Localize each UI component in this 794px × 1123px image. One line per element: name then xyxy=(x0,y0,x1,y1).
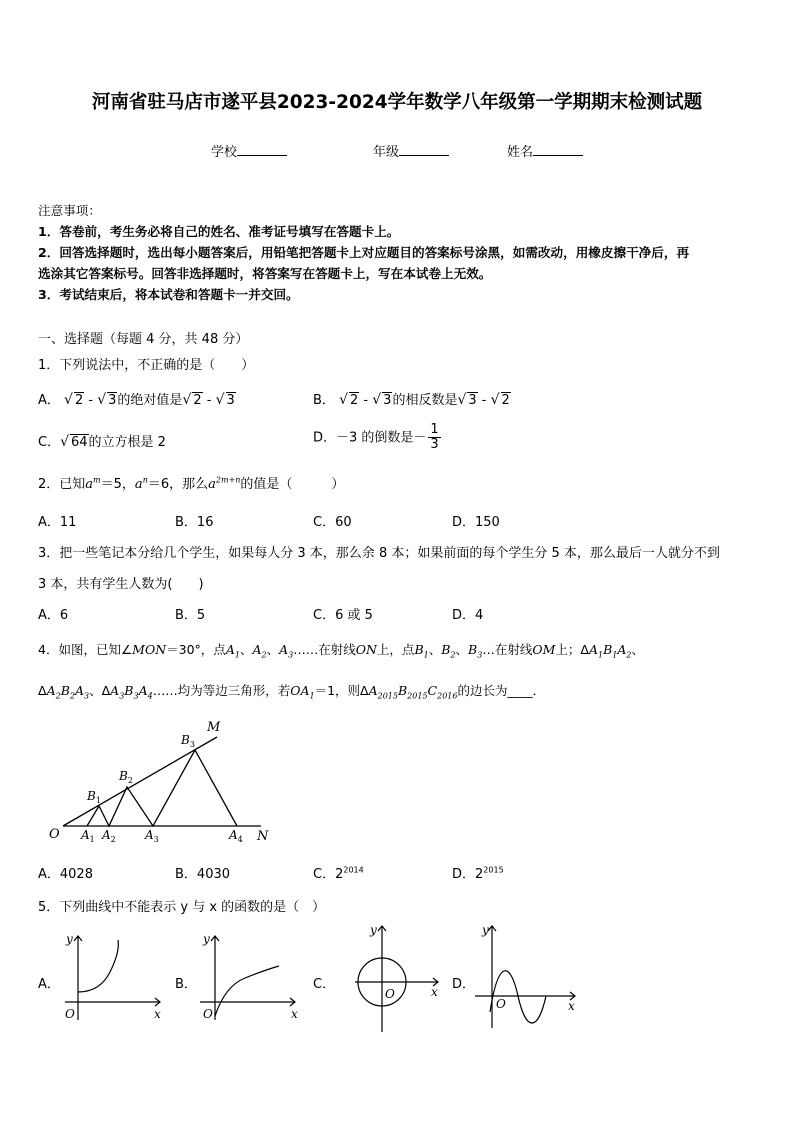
q4-l1c: ……在射线 xyxy=(293,642,356,657)
q4-option-a: A．4028 xyxy=(38,867,93,882)
label-b1: $B_1$ xyxy=(87,789,101,805)
grade-blank xyxy=(399,143,449,156)
q1-d-prefix: D． xyxy=(313,430,337,446)
q4-line1: 4．如图，已知∠MON＝30°，点$A_1$、$A_2$、$A_3\dots\dots$在射线ON上，点$B_1$、$B_2$、$B_3\dots$在射线OM上；$\Delta A_1B_1A_2$、 xyxy=(38,642,644,660)
q3-option-c: C．6 或 5 xyxy=(313,608,373,623)
q4-l1f: 上； xyxy=(555,642,581,657)
q1-b-rad3: 3 xyxy=(468,393,477,408)
notice-item-1: 1．答卷前，考生务必将自己的姓名、准考证号填写在答题卡上。 xyxy=(38,224,400,239)
q5-a-origin: O xyxy=(65,1007,75,1021)
q2-option-b: B．16 xyxy=(175,515,214,530)
q4-l1e: …在射线 xyxy=(482,642,533,657)
grade-field xyxy=(373,141,449,160)
q1-b-text: 的相反数是 xyxy=(392,393,458,408)
q1-c-prefix: C． xyxy=(38,435,61,450)
q5-b-origin: O xyxy=(203,1007,213,1021)
q1-d-text: －3 的倒数是－ xyxy=(336,430,427,446)
q2-mid2: ＝6，那么 xyxy=(147,477,209,492)
label-a2: $A_2$ xyxy=(102,828,116,844)
q2-pre: 2．已知 xyxy=(38,477,86,492)
q5-c-y: y xyxy=(370,923,377,937)
q2-option-a: A．11 xyxy=(38,515,77,530)
name-field xyxy=(507,141,583,160)
q1-option-d xyxy=(313,423,441,453)
q5-graph-c xyxy=(330,920,445,1035)
q5-graph-a xyxy=(60,928,170,1023)
q4-l2c: 的边长为____． xyxy=(457,683,545,698)
q5-option-a-label: A． xyxy=(38,977,60,992)
q1-a-rad3: 2 xyxy=(193,393,202,408)
label-a1: $A_1$ xyxy=(81,828,95,844)
q1-b-rad2: 3 xyxy=(383,393,392,408)
q5-a-y: y xyxy=(66,932,73,946)
q1-b-prefix: B． xyxy=(313,393,335,408)
q1-option-b: B． √ 2 - √ 3的相反数是√ 3 - √ 2 xyxy=(313,392,510,408)
name-blank xyxy=(533,143,583,156)
school-label: 学校 xyxy=(211,145,238,160)
q4-l1a: 4．如图，已知∠ xyxy=(38,642,133,657)
q5-d-origin: O xyxy=(496,997,506,1011)
section-heading: 一、选择题（每题 4 分，共 48 分） xyxy=(38,332,249,347)
q3-option-a: A．6 xyxy=(38,608,69,623)
q2-option-d: D．150 xyxy=(452,515,500,530)
q5-b-y: y xyxy=(203,932,210,946)
q2-post: 的值是（ ） xyxy=(240,477,345,492)
q5-stem: 5．下列曲线中不能表示 y 与 x 的函数的是（ ） xyxy=(38,900,326,915)
q1-a-rad4: 3 xyxy=(226,393,235,408)
label-b3: $B_3$ xyxy=(181,733,195,749)
q2-option-c: C．60 xyxy=(313,515,352,530)
q5-d-y: y xyxy=(482,923,489,937)
q1-stem: 1．下列说法中，不正确的是（ ） xyxy=(38,358,255,373)
q1-a-prefix: A． xyxy=(38,393,60,408)
q5-b-x: x xyxy=(291,1007,298,1021)
page-title: 河南省驻马店市遂平县2023-2024学年数学八年级第一学期期末检测试题 xyxy=(91,92,703,113)
q5-option-b-label: B． xyxy=(175,977,197,992)
q4-l2a: ……均为等边三角形，若 xyxy=(152,683,291,698)
label-m: M xyxy=(207,720,221,735)
q5-d-x: x xyxy=(568,999,575,1013)
q4-d-exp: 2015 xyxy=(483,865,504,875)
q1-b-minus: - xyxy=(359,393,373,408)
school-blank xyxy=(237,143,287,156)
label-n: N xyxy=(257,829,269,844)
q3-option-b: B．5 xyxy=(175,608,206,623)
notice-item-3: 3．考试结束后，将本试卷和答题卡一并交回。 xyxy=(38,287,299,302)
q4-line2: $\Delta A_2B_2A_3$、$\Delta A_3B_3A_4\dots\dots$均为等边三角形，若$OA_1=1$，则$\Delta A_{2015}B_{2015}C_{2016}$的边长为____． xyxy=(38,683,545,701)
q1-b-minus2: - xyxy=(477,393,491,408)
q4-c-exp: 2014 xyxy=(343,865,364,875)
q1-d-den: 3 xyxy=(430,437,439,453)
q2-stem: 2．已知$a^m=5$，$a^n=6$，那么$a^{2m+n}$的值是（ ） xyxy=(38,475,345,492)
q1-a-minus2: - xyxy=(202,393,216,408)
q5-graph-b xyxy=(195,928,305,1023)
q4-option-c xyxy=(313,863,364,882)
q1-option-c: C．√ 64的立方根是 2 xyxy=(38,434,166,450)
q4-l2b: ＝1，则 xyxy=(314,683,361,698)
q4-c-base: C．2 xyxy=(313,867,344,882)
q2-mid1: ＝5， xyxy=(100,477,135,492)
ray-om xyxy=(63,737,217,826)
q1-b-rad1: 2 xyxy=(349,393,359,408)
q4-l1d: 上，点 xyxy=(376,642,415,657)
school-field xyxy=(211,141,287,160)
triangle-chain xyxy=(87,750,237,826)
q5-c-x: x xyxy=(431,985,438,999)
notice-item-2: 2．回答选择题时，选出每小题答案后，用铅笔把答题卡上对应题目的答案标号涂黑，如需改动，用橡皮擦干净后，再 xyxy=(38,245,690,260)
q4-figure xyxy=(45,716,285,848)
q1-d-fraction xyxy=(428,423,440,453)
q4-option-b: B．4030 xyxy=(175,867,231,882)
q4-option-d xyxy=(452,863,504,882)
q1-a-rad1: 2 xyxy=(74,393,84,408)
label-a4: $A_4$ xyxy=(229,828,243,844)
q5-option-c-label: C． xyxy=(313,977,336,992)
q1-a-minus: - xyxy=(84,393,98,408)
label-o: O xyxy=(49,827,60,842)
name-label: 姓名 xyxy=(507,145,534,160)
q1-a-text: 的绝对值是 xyxy=(117,393,183,408)
notice-heading: 注意事项： xyxy=(38,203,101,218)
q4-d-base: D．2 xyxy=(452,867,484,882)
q1-c-text: 的立方根是 2 xyxy=(88,435,166,450)
q5-graph-d xyxy=(470,920,585,1035)
q1-b-rad4: 2 xyxy=(501,393,510,408)
grade-label: 年级 xyxy=(373,145,400,160)
q5-a-x: x xyxy=(154,1007,161,1021)
q3-line2: 3 本，共有学生人数为( ) xyxy=(38,577,204,592)
q1-d-num: 1 xyxy=(430,422,439,437)
label-a3: $A_3$ xyxy=(145,828,159,844)
q1-a-rad2: 3 xyxy=(108,393,117,408)
q5-option-d-label: D． xyxy=(452,977,476,992)
q3-line1: 3．把一些笔记本分给几个学生，如果每人分 3 本，那么余 8 本；如果前面的每个学生分 5 本，那么最后一人就分不到 xyxy=(38,546,720,561)
q1-option-a: A． √ 2 - √ 3的绝对值是√ 2 - √ 3 xyxy=(38,392,235,408)
q1-c-rad: 64 xyxy=(71,435,88,450)
label-b2: $B_2$ xyxy=(119,769,133,785)
q5-c-origin: O xyxy=(385,987,395,1001)
notice-item-2-cont: 选涂其它答案标号。回答非选择题时，将答案写在答题卡上，写在本试卷上无效。 xyxy=(38,266,492,281)
q3-option-d: D．4 xyxy=(452,608,484,623)
q4-l1b: ＝30°，点 xyxy=(166,642,226,657)
